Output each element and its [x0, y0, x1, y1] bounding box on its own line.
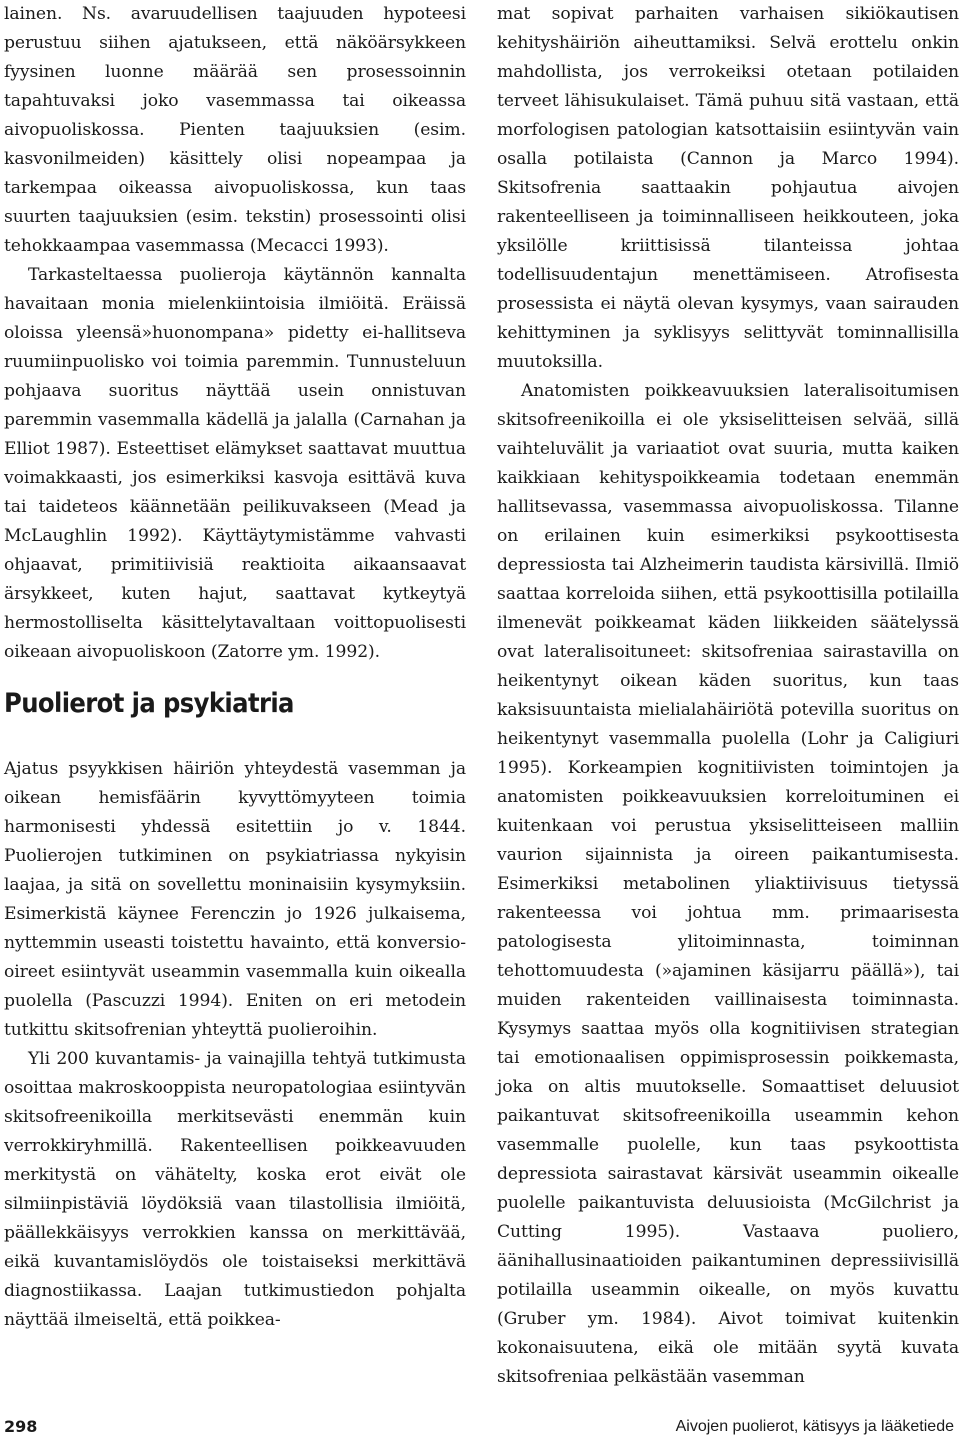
page-number: 298 [4, 1417, 38, 1436]
section-heading: Puolierot ja psykiatria [4, 688, 294, 719]
body-paragraph: Yli 200 kuvantamis- ja vainajilla tehtyä tutkimusta osoittaa makroskooppista neuropatologiaa esiintyvän skitsofreenikoilla merkitsevästi enemmän kuin verrokkiryhmillä. Rakenteellisen poikkeavuuden merkitystä on vähätelty, koska erot eivät ole silmiinpistäviä löydöksiä vaan tilastollisia ilmiöitä, päällekkäisyys verrokkien kanssa on merkittävää, eikä kuvantamislöydös ole toistaiseksi merkittävä diagnostiikassa. Laajan tutkimustiedon pohjalta näyttää ilmeiseltä, että poikkea- [4, 1049, 466, 1330]
running-title: Aivojen puolierot, kätisyys ja lääketiede [675, 1418, 954, 1435]
right-column [497, 0, 959, 1392]
left-column [4, 0, 466, 1335]
body-paragraph: lainen. Ns. avaruudellisen taajuuden hypoteesi perustuu siihen ajatukseen, että näköärsykkeen fyysinen luonne määrää sen prosessoinnin tapahtuvaksi joko vasemmassa tai oikeassa aivopuoliskossa. Pienten taajuuksien (esim. kasvonilmeiden) käsittely olisi nopeampaa ja tarkempaa oikeassa aivopuoliskossa, kun taas suurten taajuuksien (esim. tekstin) prosessointi olisi tehokkaampaa vasemmassa (Mecacci 1993). [4, 4, 466, 256]
body-paragraph: Ajatus psyykkisen häiriön yhteydestä vasemman ja oikean hemisfäärin kyvyttömyyteen toimia harmonisesti yhdessä esitettiin jo v. 1844. Puolierojen tutkiminen on psykiatriassa nykyisin laajaa, ja sitä on sovellettu moninaisiin kysymyksiin. Esimerkistä käynee Ferenczin jo 1926 julkaisema, nyttemmin useasti toistettu havainto, että konversio-oireet esiintyvät useammin vasemmalla kuin oikealla puolella (Pascuzzi 1994). Eniten on eri metodein tutkittu skitsofrenian yhteyttä puolieroihin. [4, 759, 466, 1040]
body-paragraph: Tarkasteltaessa puolieroja käytännön kannalta havaitaan monia mielenkiintoisia ilmiöitä. Eräissä oloissa yleensä»huonompana» pidetty ei-hallitseva ruumiinpuolisko voi toimia paremmin. Tunnusteluun pohjaava suoritus näyttää usein onnistuvan paremmin vasemmalla kädellä ja jalalla (Carnahan ja Elliot 1987). Esteettiset elämykset saattavat muuttua voimakkaasti, jos esimerkiksi kasvoja esittävä kuva tai taideteos käännetään peilikuvakseen (Mead ja McLaughlin 1992). Käyttäytymistämme vahvasti ohjaavat, primitiivisiä reaktioita aikaansaavat ärsykkeet, kuten hajut, saattavat kytkeytyä hermostolliselta käsittelytavaltaan voittopuolisesti oikeaan aivopuoliskoon (Zatorre ym. 1992). [4, 265, 466, 662]
body-paragraph: Anatomisten poikkeavuuksien lateralisoitumisen skitsofreenikoilla ei ole yksiselitteisen selvää, sillä vaihteluvälit ja variaatiot ovat suuria, mutta kaiken kaikkiaan kehityspoikkeamia todetaan enemmän hallitsevassa, vasemmassa aivopuoliskossa. Tilanne on erilainen kuin esimerkiksi psykoottisesta depressiosta tai Alzheimerin taudista kärsivillä. Ilmiö saattaa korreloida siihen, että psykoottisilla potilailla ilmenevät poikkeamat käden liikkeiden säätelyssä ovat lateralisoituneet: skitsofreniaa sairastavilla on heikentynyt oikean käden suoritus, kun taas kaksisuuntaista mielialahäiriötä potevilla suoritus on heikentynyt vasemmalla puolella (Lohr ja Caligiuri 1995). Korkeampien kognitiivisten toimintojen ja anatomisten poikkeavuuksien korreloituminen ei kuitenkaan voi perustua yksiselitteiseen malliin vaurion sijainnista ja oireen paikantumisesta. Esimerkiksi metabolinen yliaktiivisuus tietyssä rakenteessa voi johtua mm. primaarisesta patologisesta ylitoiminnasta, toiminnan tehottomuudesta (»ajaminen käsijarru päällä»), tai muiden rakenteiden vaillinaisesta toiminnasta. Kysymys saattaa myös olla kognitiivisen strategian tai emotionaalisen oppimisprosessin poikkemasta, joka on altis muutokselle. Somaattiset deluusiot paikantuvat skitsofreenikoilla useammin kehon vasemmalle puolelle, kun taas psykoottista depressiota sairastavat kärsivät useammin oikealle puolelle paikantuvista deluusioista (McGilchrist ja Cutting 1995). Vastaava puoliero, äänihallusinaatioiden paikantuminen depressiivisillä potilailla useammin oikealle, on myös kuvattu (Gruber ym. 1984). Aivot toimivat kuitenkin kokonaisuutena, eikä ole mitään syytä kuvata skitsofreniaa pelkästään vasemman [497, 381, 959, 1387]
body-paragraph: mat sopivat parhaiten varhaisen sikiökautisen kehityshäiriön aiheuttamiksi. Selvä erottelu onkin mahdollista, jos verrokeiksi otetaan potilaiden terveet lähisukulaiset. Tämä puhuu sitä vastaan, että morfologisen patologian katsottaisiin esiintyvän vain osalla potilaista (Cannon ja Marco 1994). Skitsofrenia saattaakin pohjautua aivojen rakenteelliseen ja toiminnalliseen heikkouteen, joka yksilölle kriittisissä tilanteissa johtaa todellisuudentajun menettämiseen. Atrofisesta prosessista ei näytä olevan kysymys, vaan sairauden kehittyminen ja syklisyys selittyvät tominnallisilla muutoksilla. [497, 4, 959, 372]
